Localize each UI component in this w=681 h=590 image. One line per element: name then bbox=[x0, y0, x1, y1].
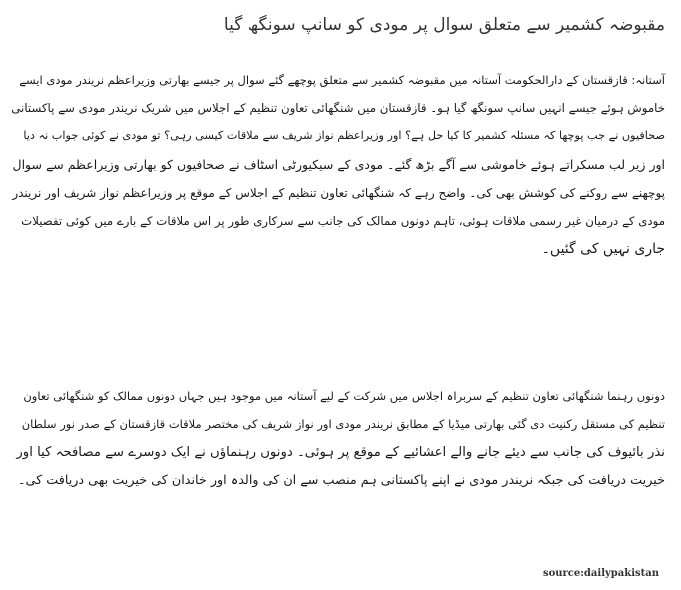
paragraph-line: نذر بائیوف کی جانب سے دیئے جانے والے اعشائیے کے موقع پر ہوئی۔ دونوں رہنماؤں نے ایک دوسرے سے مصافحہ کیا اور bbox=[16, 444, 665, 460]
paragraph-line: جاری نہیں کی گئیں۔ bbox=[541, 241, 665, 258]
paragraph-line: پوچھنے سے روکنے کی کوشش بھی کی۔ واضح رہے کہ شنگھائی تعاون تنظیم کے اجلاس کے موقع پر وزیراعظم نواز شریف اور نریندر bbox=[12, 185, 665, 200]
paragraph-line: خیریت دریافت کی جبکہ نریندر مودی نے اپنے پاکستانی ہم منصب سے ان کی والدہ اور خاندان کی خیریت بھی دریافت کی۔ bbox=[18, 472, 665, 488]
paragraph-line: دونوں رہنما شنگھائی تعاون تنظیم کے سربراہ اجلاس میں شرکت کے لیے آستانہ میں موجود ہیں جہاں دونوں ممالک کو شنگھائی تعاون bbox=[23, 389, 665, 403]
paragraph-line: خاموش ہوئے جیسے انہیں سانپ سونگھ گیا ہو۔ قازقستان میں شنگھائی تعاون تنظیم کے اجلاس میں شریک نریندر مودی سے پاکستانی bbox=[11, 101, 665, 116]
paragraph-line: اور زیر لب مسکراتے ہوئے خاموشی سے آگے بڑھ گئے۔ مودی کے سیکیورٹی اسٹاف نے صحافیوں کو بھارتی وزیراعظم سے سوال bbox=[12, 156, 665, 172]
paragraph-line: تنظیم کی مستقل رکنیت دی گئی بھارتی میڈیا کے مطابق نریندر مودی اور نواز شریف کی مختصر ملاقات قازقستان کے صدر نور سلطان bbox=[21, 417, 665, 432]
paragraph-line: مودی کے درمیان غیر رسمی ملاقات ہوئی، تاہم دونوں ممالک کی جانب سے سرکاری طور پر اس ملاقات کے بارے میں کوئی تفصیلات bbox=[21, 214, 665, 229]
paragraph-2 bbox=[11, 382, 665, 495]
source-credit: source:dailypakistan bbox=[542, 568, 659, 579]
paragraph-line: صحافیوں نے جب پوچھا کہ مسئلہ کشمیر کا کیا حل ہے؟ اور وزیراعظم نواز شریف سے ملاقات کیسی رہی؟ تو مودی نے کوئی جواب نہ دیا bbox=[23, 129, 665, 143]
paragraph-1 bbox=[11, 66, 665, 263]
headline: مقبوضہ کشمیر سے متعلق سوال پر مودی کو سانپ سونگھ گیا bbox=[223, 15, 665, 35]
paragraph-line: آستانہ: قازقستان کے دارالحکومت آستانہ میں مقبوضہ کشمیر سے متعلق پوچھے گئے سوال پر جیسے بھارتی وزیراعظم نریندر مودی ایسے bbox=[19, 73, 665, 87]
